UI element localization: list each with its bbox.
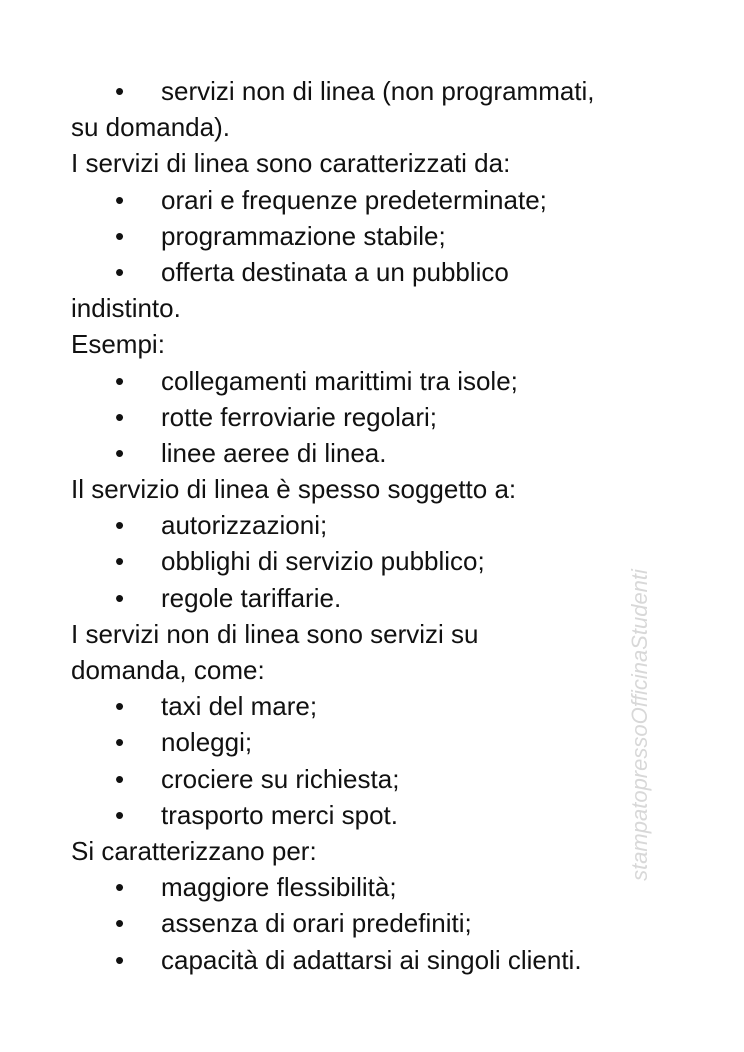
text-line: I servizi non di linea sono servizi su [71, 618, 479, 649]
text-line: indistinto. [71, 293, 181, 324]
bullet-icon: • [115, 510, 125, 541]
bullet-icon: • [115, 365, 125, 396]
bullet-icon: • [115, 76, 125, 106]
bullet-icon: • [115, 944, 125, 975]
bullet-text: maggiore flessibilità; [161, 872, 397, 903]
bullet-item [71, 869, 691, 905]
bullet-text: assenza di orari predefiniti; [161, 908, 472, 939]
bullet-icon: • [115, 401, 125, 432]
bullet-icon: • [115, 184, 125, 215]
bullet-item [71, 797, 691, 833]
bullet-item [71, 580, 691, 616]
bullet-item [71, 688, 691, 724]
bullet-icon: • [115, 799, 125, 830]
watermark: stampatopressoOfficinaStudenti [627, 569, 652, 881]
bullet-item [71, 905, 691, 941]
bullet-text: noleggi; [161, 727, 253, 758]
bullet-text: regole tariffarie. [161, 582, 342, 613]
bullet-item [71, 761, 691, 797]
bullet-item [71, 73, 691, 109]
bullet-icon: • [115, 872, 125, 903]
text-line: domanda, come: [71, 655, 265, 685]
bullet-icon: • [115, 256, 125, 287]
text-line: Esempi: [71, 329, 165, 360]
text-line: Si caratterizzano per: [71, 835, 317, 866]
bullet-icon: • [115, 582, 125, 613]
text-line: I servizi di linea sono caratterizzati da: [71, 148, 511, 179]
bullet-item [71, 218, 691, 254]
bullet-text: orari e frequenze predeterminate; [161, 184, 547, 215]
bullet-item [71, 942, 691, 978]
bullet-text: servizi non di linea (non programmati, [161, 76, 595, 106]
bullet-text: obblighi di servizio pubblico; [161, 546, 485, 577]
text-line: Il servizio di linea è spesso soggetto a: [71, 474, 517, 505]
bullet-text: trasporto merci spot. [161, 799, 398, 830]
bullet-text: capacità di adattarsi ai singoli clienti. [161, 944, 582, 975]
text-line: su domanda). [71, 112, 230, 143]
bullet-icon: • [115, 437, 125, 468]
bullet-item [71, 182, 691, 218]
bullet-item [71, 254, 691, 290]
bullet-item [71, 724, 691, 760]
bullet-item [71, 363, 691, 399]
bullet-item [71, 399, 691, 435]
bullet-text: offerta destinata a un pubblico [161, 256, 509, 287]
bullet-icon: • [115, 691, 125, 722]
document-body [71, 73, 691, 978]
bullet-text: taxi del mare; [161, 691, 318, 722]
bullet-text: autorizzazioni; [161, 510, 328, 541]
bullet-item [71, 543, 691, 579]
bullet-icon: • [115, 220, 125, 251]
bullet-text: linee aeree di linea. [161, 437, 387, 468]
bullet-text: crociere su richiesta; [161, 763, 400, 794]
bullet-text: collegamenti marittimi tra isole; [161, 365, 518, 396]
bullet-text: rotte ferroviarie regolari; [161, 401, 437, 432]
bullet-icon: • [115, 546, 125, 577]
bullet-icon: • [115, 908, 125, 939]
bullet-item [71, 507, 691, 543]
bullet-text: programmazione stabile; [161, 220, 446, 251]
bullet-icon: • [115, 763, 125, 794]
bullet-item [71, 435, 691, 471]
bullet-icon: • [115, 727, 125, 758]
